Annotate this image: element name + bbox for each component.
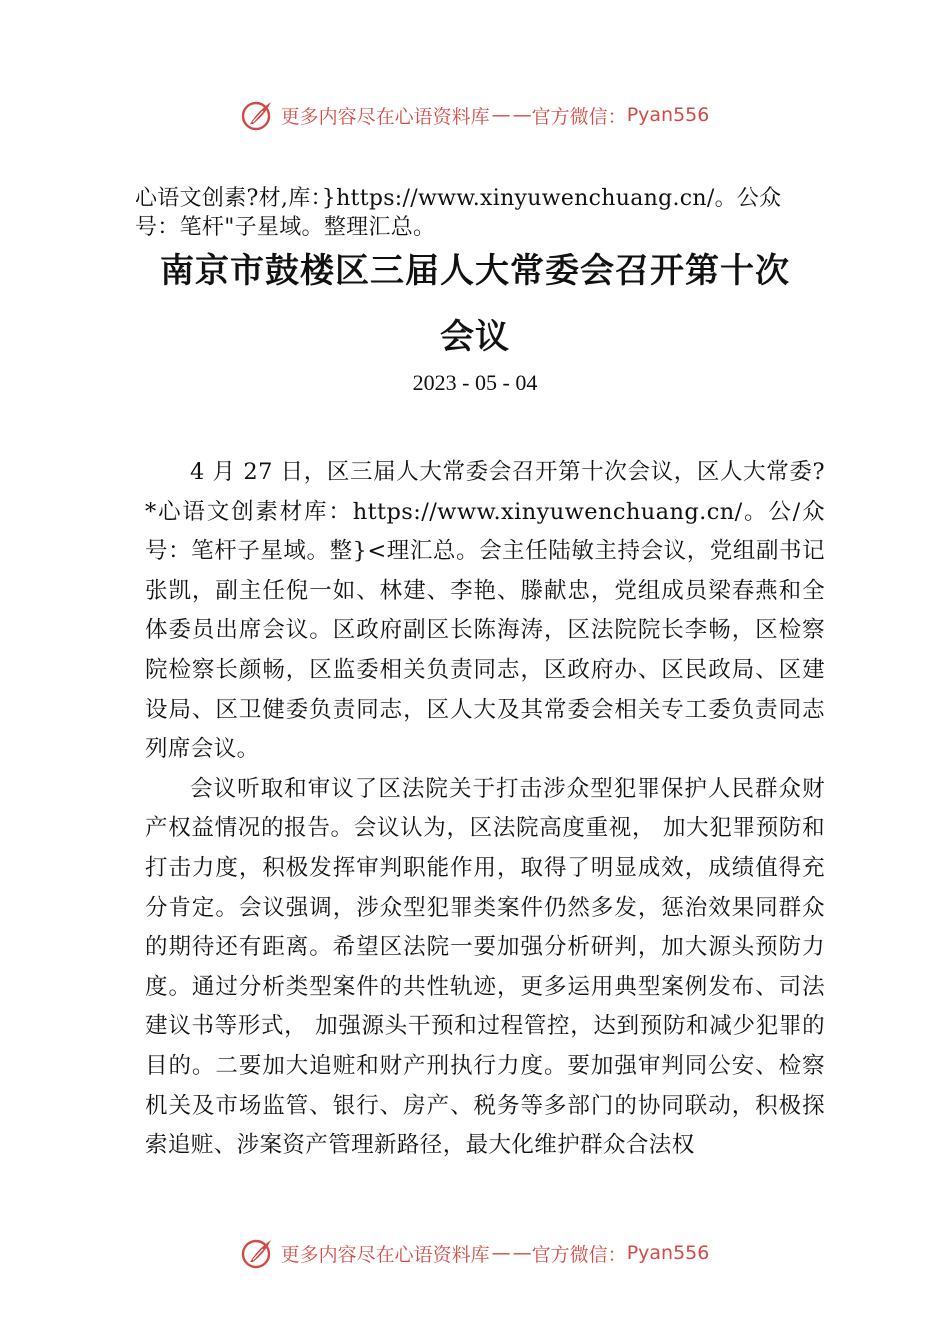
footer-banner xyxy=(0,1233,950,1273)
header-banner xyxy=(0,95,950,135)
paragraph-2: 会议听取和审议了区法院关于打击涉众型犯罪保护人民群众财产权益情况的报告。会议认为，区法院高度重视， 加大犯罪预防和打击力度，积极发挥审判职能作用，取得了明显成效，成绩值得充分肯定。会议强调，涉众型犯罪类案件仍然多发，惩治效果同群众的期待还有距离。希望区法院一要加强分析研判，加大源头预防力度。通过分析类型案件的共性轨迹，更多运用典型案例发布、司法建议书等形式， 加强源头干预和过程管控，达到预防和减少犯罪的目的。二要加大追赃和财产刑执行力度。要加强审判同公安、检察机关及市场监管、银行、房产、税务等多部门的协同联动，积极探索追赃、涉案资产管理新路径，最大化维护群众合法权 xyxy=(145,775,825,1159)
publish-date: 2023 - 05 - 04 xyxy=(412,370,538,395)
paragraph-1: 4 月 27 日，区三届人大常委会召开第十次会议，区人大常委?*心语文创素材库：https://www.xinyuwenchuang.cn/。公/众号：笔杆子星域。整}<理汇总。会主任陆敏主持会议，党组副书记张凯，副主任倪一如、林建、李艳、滕献忠，党组成员梁春燕和全体委员出席会议。区政府副区长陈海涛，区法院院长李畅，区检察院检察长颜畅，区监委相关负责同志，区政府办、区民政局、区建设局、区卫健委负责同志，区人大及其常委会相关专工委负责同志列席会议。 xyxy=(145,459,825,763)
banner-wechat-label: 官方微信： xyxy=(531,105,627,128)
page-title-line-1: 南京市鼓楼区三届人大常委会召开第十次 xyxy=(160,251,790,291)
banner-separator-2: — xyxy=(512,1242,532,1264)
article-body xyxy=(145,453,825,1166)
banner-wechat-id: Pyan556 xyxy=(626,104,710,126)
banner-text: 更多内容尽在心语资料库 xyxy=(280,105,490,128)
banner-wechat-label: 官方微信： xyxy=(531,1243,627,1266)
banner-text: 更多内容尽在心语资料库 xyxy=(280,1243,490,1266)
quill-pen-logo-icon xyxy=(241,98,275,132)
banner-wechat-id: Pyan556 xyxy=(626,1242,710,1264)
banner-separator: — xyxy=(491,1242,511,1264)
quill-pen-logo-icon xyxy=(241,1236,275,1270)
banner-separator: — xyxy=(491,104,511,126)
banner-separator-2: — xyxy=(512,104,532,126)
source-line: 心语文创素?材,库：}https://www.xinyuwenchuang.cn/。公众号：笔杆"子星域。整理汇总。 xyxy=(135,186,782,240)
page-title-line-2: 会议 xyxy=(440,317,510,357)
